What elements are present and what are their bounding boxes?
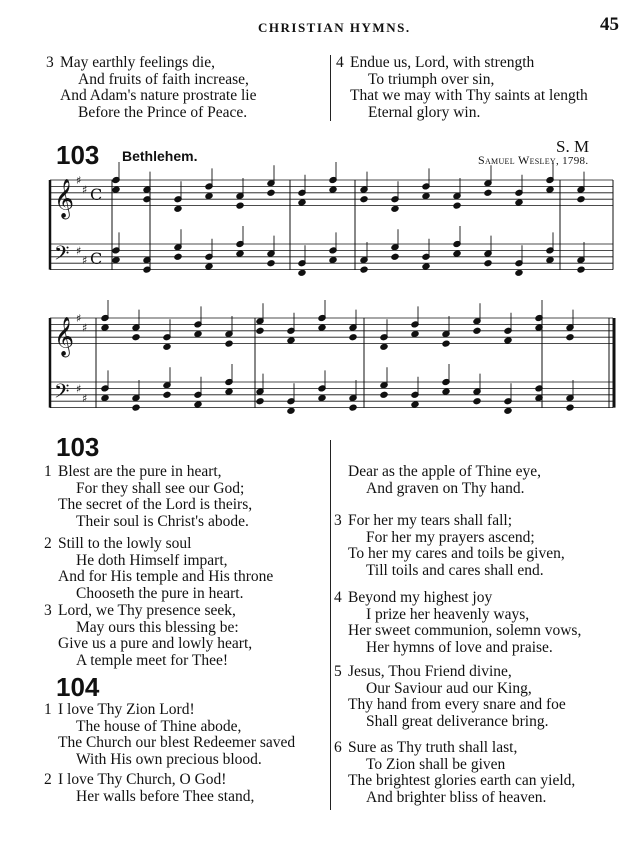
note-head (329, 186, 337, 193)
sharp-icon: ♯ (76, 174, 82, 187)
time-signature: C (90, 249, 103, 269)
verse-line: For her my prayers ascend; (366, 528, 535, 546)
stanza-number: 3 (334, 512, 342, 529)
stanza-number: 2 (44, 535, 52, 552)
note-head (163, 343, 171, 350)
note-head (256, 327, 264, 334)
note-head (577, 266, 585, 273)
verse-line: And brighter bliss of heaven. (366, 788, 547, 806)
verse-line: The house of Thine abode, (76, 717, 242, 735)
note-head (504, 407, 512, 414)
sharp-icon: ♯ (76, 382, 82, 396)
stanza-number: 5 (334, 663, 342, 680)
note-head (174, 205, 182, 212)
verse-line: The brightest glories earth can yield, (348, 772, 576, 789)
note-head (360, 196, 368, 203)
hymn-104-stanza-6 (334, 740, 575, 806)
note-head (225, 340, 233, 347)
note-head (349, 404, 357, 411)
composer-name: Samuel Wesley (478, 153, 557, 167)
note-head (101, 394, 109, 401)
tune-hymn-number: 103 (56, 140, 100, 170)
note-head (318, 324, 326, 331)
stanza-number: 2 (44, 771, 52, 788)
note-head (112, 186, 120, 193)
hymn-104-stanza-5 (334, 664, 566, 730)
note-head (453, 202, 461, 209)
stanza-number: 1 (44, 701, 52, 718)
meter: S. M (556, 137, 590, 156)
verse-line: The Church our blest Redeemer saved (58, 734, 296, 751)
verse-line: Their soul is Christ's abode. (76, 512, 249, 530)
verse-line: May ours this blessing be: (76, 618, 239, 636)
bass-clef-icon: 𝄢 (54, 379, 70, 408)
note-head (391, 205, 399, 212)
hymn-104-number: 104 (56, 672, 100, 702)
verse-line: He doth Himself impart, (76, 551, 228, 569)
note-head (391, 253, 399, 260)
note-head (329, 256, 337, 263)
verse-line: And fruits of faith increase, (78, 70, 249, 88)
stanza-number: 6 (334, 739, 342, 756)
note-head (515, 199, 523, 206)
verse-line: Jesus, Thou Friend divine, (348, 663, 512, 680)
note-head (225, 388, 233, 395)
time-signature: C (90, 185, 103, 205)
verse-line: Give us a pure and lowly heart, (58, 635, 253, 652)
note-head (318, 394, 326, 401)
sharp-icon: ♯ (76, 244, 82, 258)
note-head (422, 263, 430, 270)
verse-line: And Adam's nature prostrate lie (60, 87, 257, 104)
verse-line: Till toils and cares shall end. (366, 561, 544, 579)
note-head (236, 250, 244, 257)
hymn-104-stanza-4 (334, 590, 581, 656)
note-head (287, 337, 295, 344)
note-head (298, 199, 306, 206)
note-head (163, 391, 171, 398)
note-head (546, 186, 554, 193)
note-head (442, 340, 450, 347)
verse-line: To Zion shall be given (366, 755, 506, 773)
note-head (256, 398, 264, 405)
hymn-103-stanza-3 (44, 603, 252, 669)
verse-line: Her hymns of love and praise. (366, 638, 553, 656)
hymn-104-stanza-1 (44, 702, 295, 768)
note-head (112, 256, 120, 263)
verse-line: And graven on Thy hand. (366, 479, 525, 497)
verse-line: For they shall see our God; (76, 479, 245, 497)
verse-line: To her my cares and toils be given, (348, 545, 565, 562)
note-head (380, 391, 388, 398)
hymn-103-stanza-1 (44, 464, 252, 530)
note-head (411, 401, 419, 408)
running-header: CHRISTIAN HYMNS. (258, 20, 411, 35)
verse-line: Eternal glory win. (368, 103, 481, 121)
hymn-104-stanza-2 (44, 772, 254, 805)
note-head (349, 334, 357, 341)
tune-name: Bethlehem. (122, 148, 198, 164)
note-head (453, 250, 461, 257)
verse-line: I prize her heavenly ways, (366, 605, 530, 623)
treble-clef-icon: 𝄞 (54, 316, 75, 357)
note-head (422, 192, 430, 199)
verse-line: Lord, we Thy presence seek, (58, 602, 236, 619)
column-divider (330, 440, 331, 810)
verse-line: Her walls before Thee stand, (76, 787, 255, 805)
note-head (360, 266, 368, 273)
note-head (143, 266, 151, 273)
sharp-icon: ♯ (76, 312, 82, 325)
verse-line: The secret of the Lord is theirs, (58, 496, 253, 513)
note-head (473, 398, 481, 405)
note-head (566, 334, 574, 341)
note-head (484, 260, 492, 267)
composer-year: 1798. (562, 155, 589, 167)
hymn-103-number: 103 (56, 432, 100, 462)
verse-line: Sure as Thy truth shall last, (348, 739, 518, 756)
note-head (205, 192, 213, 199)
stanza-number: 1 (44, 463, 52, 480)
note-head (101, 324, 109, 331)
verse-line: Endue us, Lord, with strength (350, 54, 535, 71)
verse-line: That we may with Thy saints at length (350, 87, 588, 104)
note-head (132, 404, 140, 411)
verse-line: Thy hand from every snare and foe (348, 696, 566, 713)
note-head (267, 189, 275, 196)
verse-line: Blest are the pure in heart, (58, 463, 222, 480)
treble-clef-icon: 𝄞 (54, 178, 75, 219)
note-head (236, 202, 244, 209)
sharp-icon: ♯ (82, 392, 88, 405)
note-head (194, 401, 202, 408)
note-head (194, 330, 202, 337)
verse-line: Shall great deliverance bring. (366, 712, 549, 730)
note-head (442, 388, 450, 395)
sharp-icon: ♯ (82, 321, 88, 335)
note-head (267, 260, 275, 267)
note-head (566, 404, 574, 411)
note-head (577, 196, 585, 203)
note-head (411, 330, 419, 337)
note-head (287, 407, 295, 414)
verse-line: Her sweet communion, solemn vows, (348, 622, 582, 639)
hymn-104-stanza-2-cont (334, 464, 541, 497)
verse-line: A temple meet for Thee! (76, 651, 229, 669)
note-head (132, 334, 140, 341)
verse-line: Before the Prince of Peace. (78, 103, 248, 121)
sharp-icon: ♯ (82, 254, 88, 267)
note-head (174, 253, 182, 260)
verse-line: Dear as the apple of Thine eye, (348, 463, 541, 480)
hymn-103-stanza-2 (44, 536, 273, 602)
note-head (546, 256, 554, 263)
composer-credit: Samuel Wesley, 1798. (478, 153, 589, 167)
stanza-number: 4 (334, 589, 342, 606)
verse-line: To triumph over sin, (368, 70, 495, 88)
note-head (473, 327, 481, 334)
verse-line: Still to the lowly soul (58, 535, 192, 552)
verse-line: Our Saviour aud our King, (366, 679, 532, 697)
verse-line: Beyond my highest joy (348, 589, 493, 606)
verse-line: And for His temple and His throne (58, 568, 274, 585)
verse-line: With His own precious blood. (76, 750, 262, 768)
note-head (515, 269, 523, 276)
verse-line: For her my tears shall fall; (348, 512, 512, 529)
verse-line: I love Thy Zion Lord! (58, 701, 195, 718)
stanza-number: 4 (336, 54, 344, 71)
note-head (504, 337, 512, 344)
sharp-icon: ♯ (82, 183, 88, 197)
note-head (484, 189, 492, 196)
verse-line: May earthly feelings die, (60, 54, 215, 71)
verse-line: I love Thy Church, O God! (58, 771, 227, 788)
note-head (380, 343, 388, 350)
page-number: 45 (600, 14, 619, 35)
note-head (298, 269, 306, 276)
note-head (205, 263, 213, 270)
stanza-number: 3 (44, 602, 52, 619)
hymn-104-stanza-3 (334, 513, 565, 579)
stanza-number: 3 (46, 54, 54, 71)
bass-clef-icon: 𝄢 (54, 241, 70, 270)
verse-line: Chooseth the pure in heart. (76, 584, 244, 602)
